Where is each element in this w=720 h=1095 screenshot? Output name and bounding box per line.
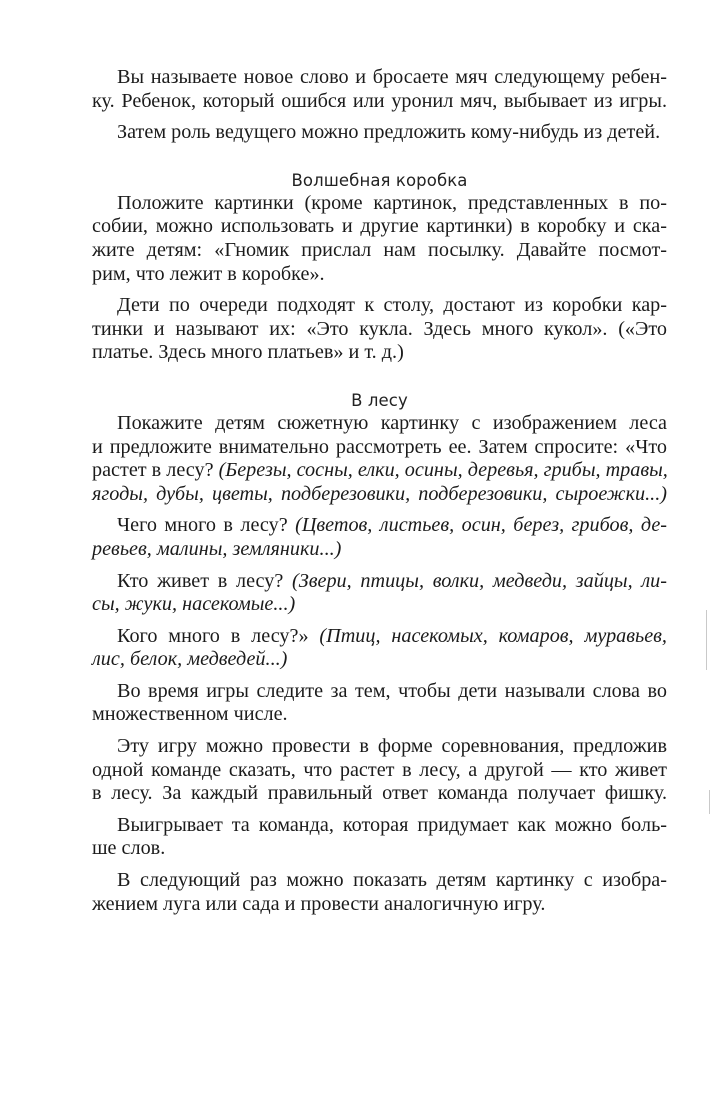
text-line [92,538,667,562]
text-line [92,648,667,672]
text-line: множественном числе. [92,703,288,726]
answer-text: (Березы, сосны, елки, осины, деревья, грибы, травы, [218,459,668,482]
text-line: жением луга или сада и провести аналогичную игру. [92,892,546,915]
section-heading: Волшебная коробка [291,170,468,190]
text-line [92,570,667,594]
text-line: платье. Здесь много платьев» и т. д.) [92,341,404,364]
answer-text: сы, жуки, насекомые...) [92,593,296,616]
page-text [92,66,667,916]
text-line [92,625,667,649]
text-line [92,593,667,617]
answer-text: (Цветов, листьев, осин, берез, грибов, де- [295,514,668,537]
text-line: ше слов. [92,837,166,860]
answer-text: (Птиц, насекомых, комаров, муравьев, [319,624,667,647]
text-line: ку. Ребенок, который ошибся или уронил мяч, выбывает из игры. [92,89,667,112]
text-line: В следующий раз можно показать детям картинку с изобра- [117,869,667,892]
text-line: Дети по очереди подходят к столу, достают из коробки кар- [117,294,667,317]
text-line: тинки и называют их: «Это кукла. Здесь много кукол». («Это [92,317,667,340]
answer-text: лис, белок, медведей...) [92,648,288,671]
answer-text: ревьев, малины, земляники...) [92,537,342,560]
text-line: Положите картинки (кроме картинок, представленных в по- [117,191,667,214]
text-line: Во время игры следите за тем, чтобы дети называли слова во [117,679,667,702]
question-text: Кто живет в лесу? [117,569,293,592]
answer-text: (Звери, птицы, волки, медведи, зайцы, ли- [292,569,667,592]
text-line: в лесу. За каждый правильный ответ команда получает фишку. [92,782,667,805]
text-line: и предложите внимательно рассмотреть ее. Затем спросите: «Что [92,435,667,458]
answer-text: ягоды, дубы, цветы, подберезовики, подберезовики, сыроежки...) [92,482,667,505]
text-line: одной команде сказать, что растет в лесу, а другой — кто живет [92,758,667,781]
text-line: жите детям: «Гномик прислал нам посылку. Давайте посмот- [92,238,667,261]
text-line [92,483,667,507]
scan-mark [706,610,707,670]
text-line: Эту игру можно провести в форме соревнования, предложив [117,735,667,758]
text-line: Покажите детям сюжетную картинку с изображением леса [117,411,667,434]
text-line: Затем роль ведущего можно предложить кому-нибудь из детей. [117,121,661,144]
text-line [92,514,667,538]
question-text: растет в лесу? [92,459,219,482]
section-heading: В лесу [351,390,408,410]
question-text: Кого много в лесу?» [117,624,320,647]
text-line: Вы называете новое слово и бросаете мяч следующему ребен- [117,66,667,88]
text-line: собии, можно использовать и другие картинки) в коробку и ска- [92,215,667,238]
question-text: Чего много в лесу? [117,514,296,537]
text-line: рим, что лежит в коробке». [92,262,325,285]
scan-mark [709,790,710,814]
text-line [92,459,667,483]
text-line: Выигрывает та команда, которая придумает как можно боль- [117,813,667,836]
